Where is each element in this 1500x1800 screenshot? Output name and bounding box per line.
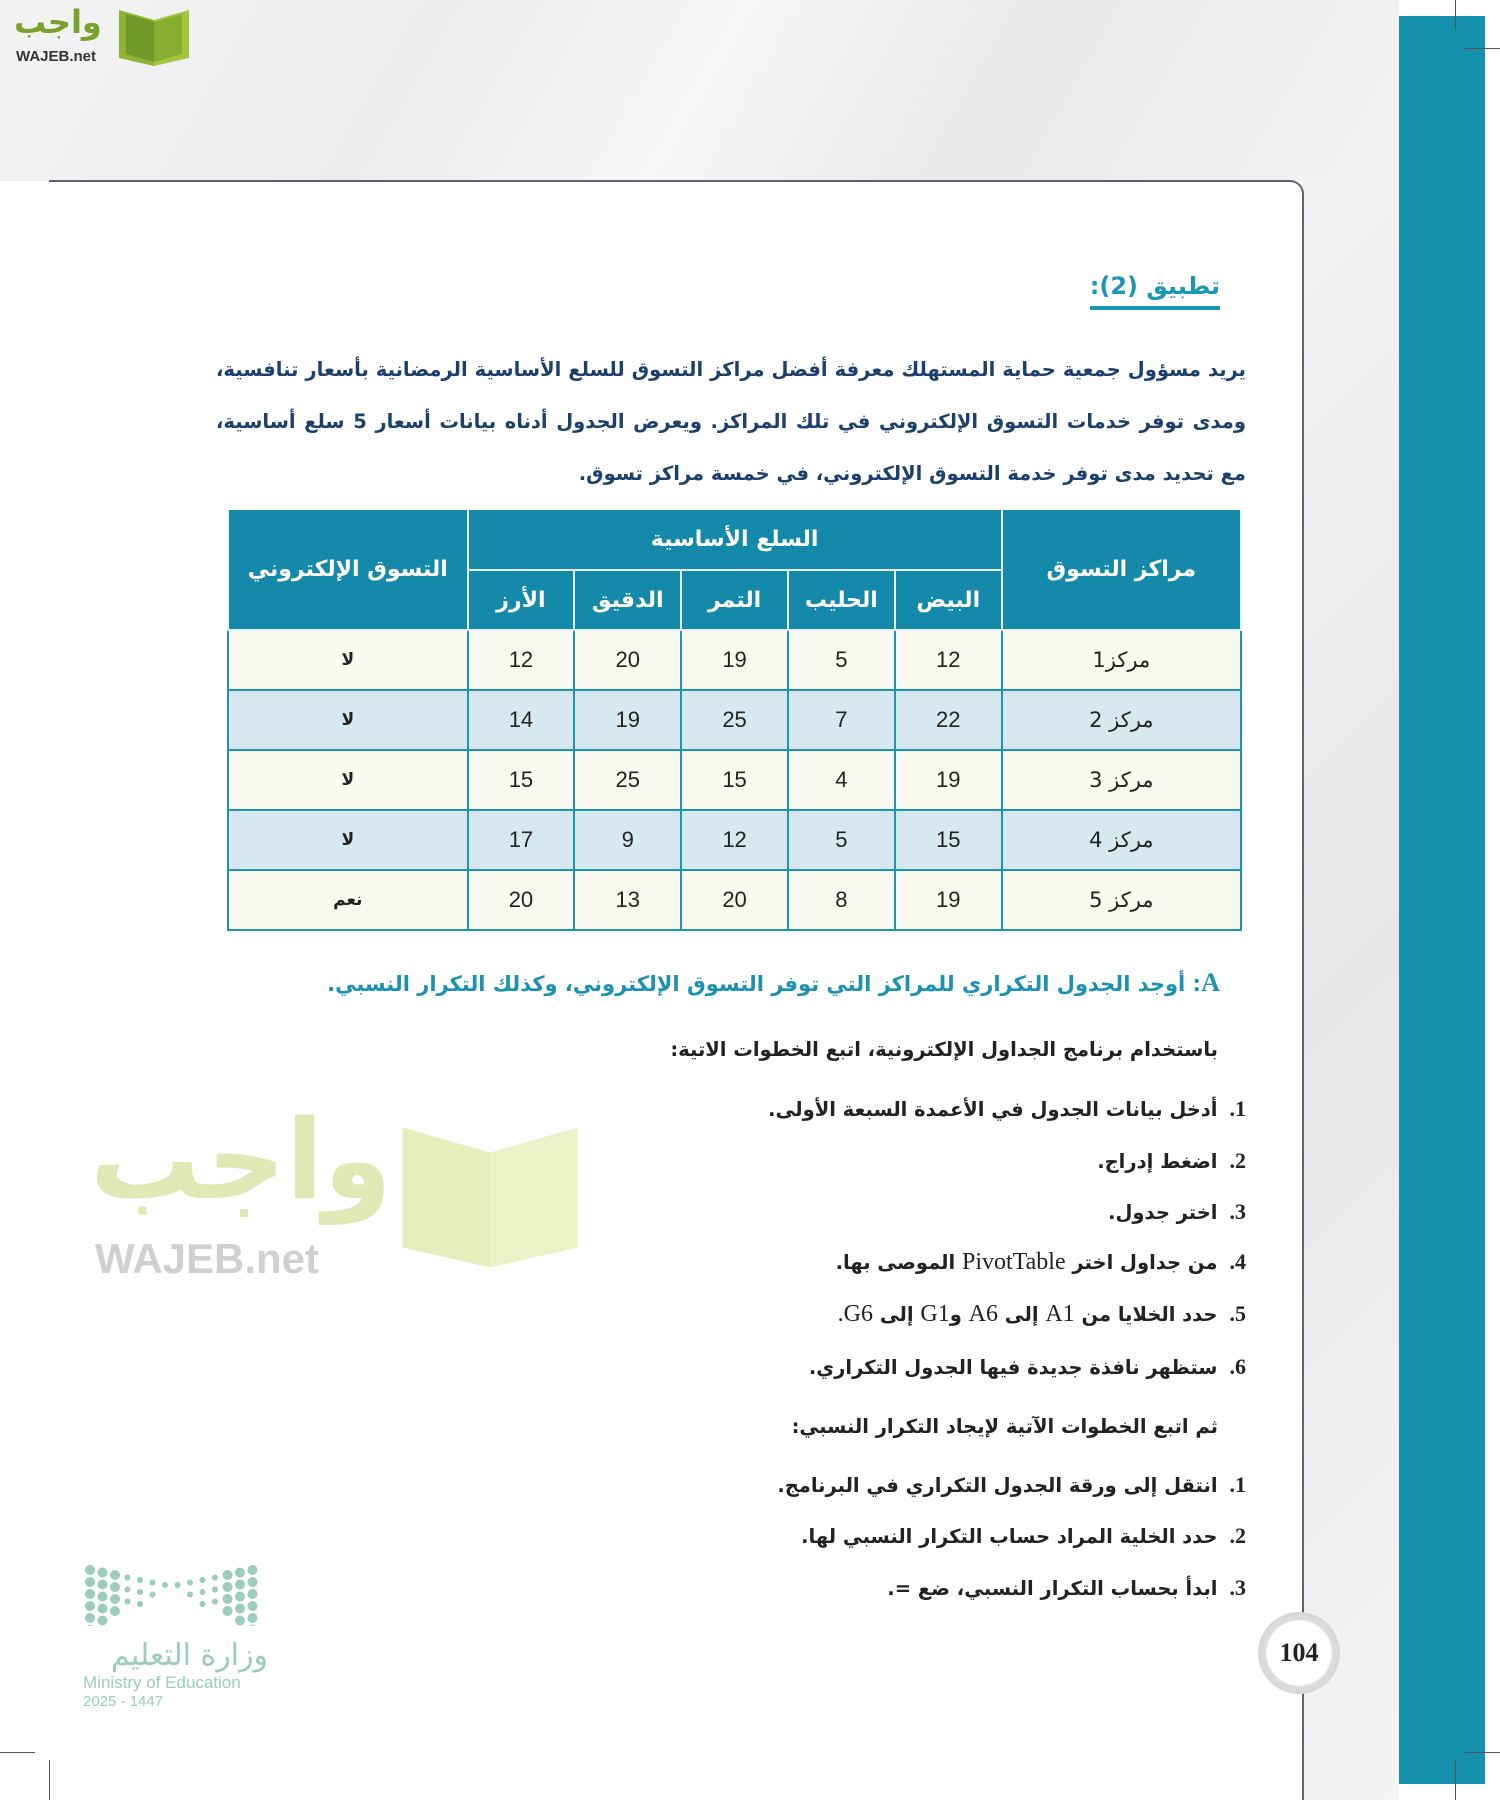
ministry-english: Ministry of Education	[83, 1673, 241, 1692]
price-cell: 12	[681, 810, 788, 870]
logo-dot	[235, 1568, 245, 1578]
watermark-book-icon	[390, 1120, 590, 1270]
logo-dot	[85, 1601, 95, 1611]
table-row	[228, 870, 1241, 930]
price-cell: 7	[788, 690, 895, 750]
eshop-cell: لا	[228, 690, 468, 750]
header-centers: مراكز التسوق	[1002, 510, 1241, 630]
price-cell: 4	[788, 750, 895, 810]
center-name: مركز 3	[1002, 750, 1241, 810]
logo-text: واجب	[14, 3, 102, 41]
header-good: الأرز	[468, 570, 575, 630]
center-name: مركز1	[1002, 630, 1241, 690]
table-row	[228, 750, 1241, 810]
logo-dot	[248, 1601, 258, 1611]
logo-dot	[98, 1604, 108, 1614]
eshop-cell: لا	[228, 630, 468, 690]
price-cell: 22	[895, 690, 1002, 750]
margin-background	[1302, 181, 1399, 1800]
logo-dot	[187, 1580, 193, 1586]
price-cell: 5	[788, 810, 895, 870]
logo-dot	[248, 1577, 258, 1587]
price-cell: 14	[468, 690, 575, 750]
crop-mark	[1455, 1760, 1456, 1800]
logo-dot	[125, 1575, 131, 1581]
price-cell: 25	[681, 690, 788, 750]
logo-dot	[137, 1601, 143, 1607]
page-number: 104	[1258, 1612, 1340, 1694]
ministry-arabic: وزارة التعليم	[110, 1638, 268, 1673]
table-row	[228, 690, 1241, 750]
logo-dot	[248, 1565, 258, 1575]
price-cell: 15	[895, 810, 1002, 870]
step2-item: 1.انتقل إلى ورقة الجدول التكراري في البرنامج.	[777, 1472, 1246, 1497]
ministry-dots-icon	[83, 1562, 263, 1626]
step-item: 2.اضغط إدراج.	[1097, 1148, 1246, 1173]
step2-item: 2.حدد الخلية المراد حساب التكرار النسبي لها.	[801, 1523, 1246, 1548]
logo-dot	[223, 1570, 233, 1580]
logo-dot	[110, 1594, 120, 1604]
logo-dot	[98, 1616, 108, 1626]
crop-mark	[1465, 48, 1500, 49]
logo-latin: WAJEB.net	[16, 48, 97, 65]
watermark-text: واجب	[90, 1096, 392, 1224]
logo-dot	[85, 1589, 95, 1599]
price-cell: 20	[681, 870, 788, 930]
price-cell: 25	[574, 750, 681, 810]
header-goods: السلع الأساسية	[468, 510, 1002, 570]
step2-item: 3.ابدأ بحساب التكرار النسبي، ضع =.	[887, 1575, 1246, 1600]
logo-dot	[110, 1606, 120, 1616]
crop-mark	[0, 1752, 35, 1753]
header-good: التمر	[681, 570, 788, 630]
question-a	[327, 968, 1220, 998]
logo-dot	[98, 1568, 108, 1578]
page-frame-right	[1302, 200, 1304, 1800]
price-cell: 12	[895, 630, 1002, 690]
center-name: مركز 2	[1002, 690, 1241, 750]
price-cell: 19	[681, 630, 788, 690]
book-icon	[114, 8, 194, 66]
logo-dot	[175, 1582, 181, 1588]
ministry-logo	[83, 1562, 268, 1710]
section-title: تطبيق (2):	[1090, 272, 1220, 310]
eshop-cell: لا	[228, 810, 468, 870]
header-good: الدقيق	[574, 570, 681, 630]
eshop-cell: لا	[228, 750, 468, 810]
eshop-cell: نعم	[228, 870, 468, 930]
steps-intro: باستخدام برنامج الجداول الإلكترونية، اتبع الخطوات الاتية:	[670, 1038, 1218, 1061]
crop-mark	[1455, 0, 1456, 30]
logo-dot	[223, 1594, 233, 1604]
logo-dot	[212, 1599, 218, 1605]
intro-paragraph: يريد مسؤول جمعية حماية المستهلك معرفة أفضل مراكز التسوق للسلع الأساسية الرمضانية بأسعار تنافسية، ومدى توفر خدمات التسوق الإلكتروني في تلك المراكز. ويعرض الجدول أدناه بيانات أسعار 5 سلع أساسية، مع تحديد مدى توفر خدمة التسوق الإلكتروني، في خمسة مراكز تسوق.	[216, 358, 1246, 485]
page-frame-top	[49, 180, 1289, 182]
logo-dot	[223, 1582, 233, 1592]
price-cell: 15	[681, 750, 788, 810]
price-cell: 17	[468, 810, 575, 870]
logo-dot	[235, 1580, 245, 1590]
price-cell: 19	[895, 870, 1002, 930]
price-cell: 9	[574, 810, 681, 870]
steps2-intro: ثم اتبع الخطوات الآتية لإيجاد التكرار النسبي:	[791, 1415, 1218, 1438]
logo-dot	[200, 1577, 206, 1583]
logo-dot	[98, 1580, 108, 1590]
center-name: مركز 5	[1002, 870, 1241, 930]
price-cell: 13	[574, 870, 681, 930]
logo-dot	[125, 1587, 131, 1593]
logo-dot	[248, 1589, 258, 1599]
watermark	[90, 1096, 610, 1300]
logo-dot	[248, 1613, 258, 1623]
price-cell: 19	[574, 690, 681, 750]
crop-mark	[1465, 1752, 1500, 1753]
logo-dot	[200, 1589, 206, 1595]
wajeb-logo[interactable]	[6, 2, 192, 72]
logo-dot	[85, 1565, 95, 1575]
logo-dot	[212, 1575, 218, 1581]
step-item: 6.ستظهر نافذة جديدة فيها الجدول التكراري.	[808, 1354, 1246, 1379]
price-cell: 20	[574, 630, 681, 690]
price-cell: 5	[788, 630, 895, 690]
question-text: أوجد الجدول التكراري للمراكز التي توفر التسوق الإلكتروني، وكذلك التكرار النسبي.	[327, 972, 1186, 996]
header-good: البيض	[895, 570, 1002, 630]
center-name: مركز 4	[1002, 810, 1241, 870]
logo-dot	[223, 1606, 233, 1616]
price-cell: 15	[468, 750, 575, 810]
header-good: الحليب	[788, 570, 895, 630]
logo-dot	[150, 1592, 156, 1598]
ministry-year: 2025 - 1447	[83, 1693, 164, 1710]
logo-dot	[85, 1577, 95, 1587]
logo-dot	[98, 1592, 108, 1602]
question-label: A:	[1192, 968, 1220, 997]
table-row	[228, 810, 1241, 870]
watermark-latin: WAJEB.net	[95, 1235, 320, 1282]
logo-dot	[110, 1582, 120, 1592]
header-background	[0, 0, 1399, 181]
step-item: 5.حدد الخلايا من A1 إلى A6 وG1 إلى G6.	[837, 1301, 1246, 1327]
side-strip	[1399, 16, 1485, 1784]
price-cell: 12	[468, 630, 575, 690]
logo-dot	[110, 1570, 120, 1580]
page-frame-corner	[1282, 180, 1304, 202]
logo-dot	[85, 1613, 95, 1623]
logo-dot	[235, 1604, 245, 1614]
logo-dot	[235, 1592, 245, 1602]
logo-dot	[200, 1601, 206, 1607]
logo-dot	[248, 1625, 258, 1626]
step-item: 3.اختر جدول.	[1108, 1199, 1246, 1224]
step-item: 4.من جداول اختر PivotTable الموصى بها.	[835, 1249, 1246, 1275]
table-row	[228, 630, 1241, 690]
logo-dot	[235, 1616, 245, 1626]
prices-table	[227, 510, 1242, 931]
logo-dot	[162, 1582, 168, 1588]
logo-dot	[85, 1625, 95, 1626]
logo-dot	[212, 1587, 218, 1593]
logo-dot	[150, 1580, 156, 1586]
logo-dot	[125, 1599, 131, 1605]
logo-dot	[187, 1592, 193, 1598]
header-eshop: التسوق الإلكتروني	[228, 510, 468, 630]
step-item: 1.أدخل بيانات الجدول في الأعمدة السبعة الأولى.	[768, 1096, 1246, 1121]
logo-dot	[137, 1577, 143, 1583]
price-cell: 8	[788, 870, 895, 930]
price-cell: 20	[468, 870, 575, 930]
logo-dot	[137, 1589, 143, 1595]
price-cell: 19	[895, 750, 1002, 810]
crop-mark	[49, 1760, 50, 1800]
